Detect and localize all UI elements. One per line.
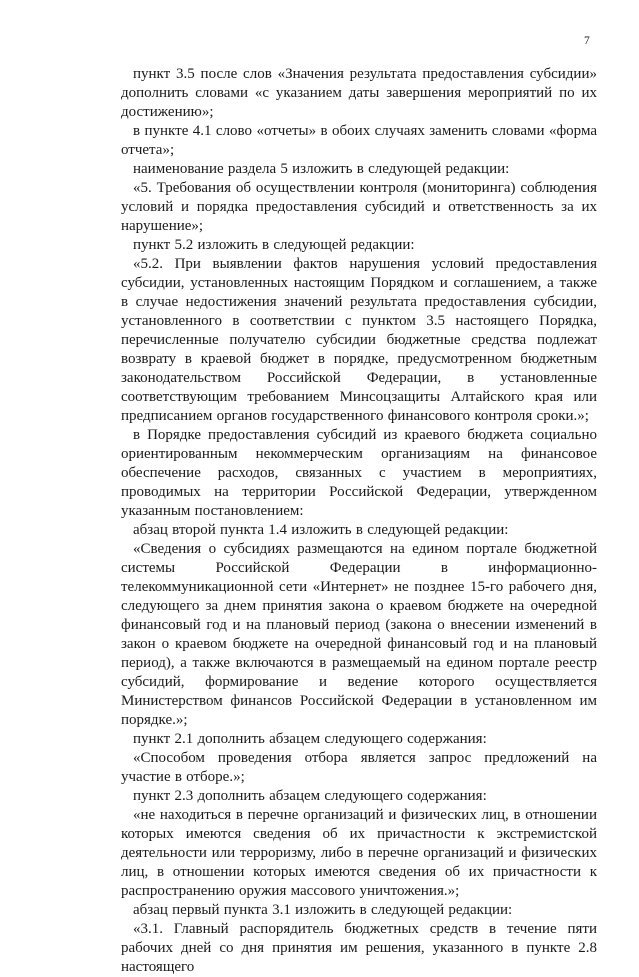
document-body [121,65,597,977]
page-number: 7 [584,35,590,47]
paragraph: «5. Требования об осуществлении контроля (мониторинга) соблюдения условий и порядка предоставления субсидий и ответственность за их нарушение»; [121,180,597,234]
paragraph: «Способом проведения отбора является запрос предложений на участие в отборе.»; [121,750,597,785]
paragraph: «3.1. Главный распорядитель бюджетных средств в течение пяти рабочих дней со дня принятия им решения, указанного в пункте 2.8 настоящего [121,921,597,975]
paragraph: пункт 2.1 дополнить абзацем следующего содержания: [133,731,487,747]
paragraph: в Порядке предоставления субсидий из краевого бюджета социально ориентированным некоммерческим организациям на финансовое обеспечение расходов, связанных с участием в мероприятиях, проводимых на территории Российской Федерации, утвержденном указанным постановлением: [121,427,597,519]
paragraph: пункт 2.3 дополнить абзацем следующего содержания: [133,788,487,804]
paragraph: абзац первый пункта 3.1 изложить в следующей редакции: [133,902,513,918]
paragraph: «Сведения о субсидиях размещаются на едином портале бюджетной системы Российской Федерации в информационно-телекоммуникационной сети «Интернет» не позднее 15-го рабочего дня, следующего за днем принятия закона о краевом бюджете на очередной финансовый год и на плановый период (закона о внесении изменений в закон о краевом бюджете на очередной финансовый год и на плановый период), а также включаются в размещаемый на едином портале реестр субсидий, формирование и ведение которого осуществляется Министерством финансов Российской Федерации в установленном им порядке.»; [121,541,597,728]
paragraph: «не находиться в перечне организаций и физических лиц, в отношении которых имеются сведения об их причастности к экстремистской деятельности или терроризму, либо в перечне организаций и физических лиц, в отношении которых имеются сведения об их причастности к распространению оружия массового уничтожения.»; [121,807,597,899]
paragraph: пункт 5.2 изложить в следующей редакции: [133,237,415,253]
paragraph: в пункте 4.1 слово «отчеты» в обоих случаях заменить словами «форма отчета»; [121,123,597,158]
paragraph: пункт 3.5 после слов «Значения результата предоставления субсидии» дополнить словами «с указанием даты завершения мероприятий по их достижению»; [121,66,597,120]
paragraph: абзац второй пункта 1.4 изложить в следующей редакции: [133,522,509,538]
paragraph: «5.2. При выявлении фактов нарушения условий предоставления субсидии, установленных настоящим Порядком и соглашением, а также в случае недостижения значений результата предоставления субсидии, установленного в соответствии с пунктом 3.5 настоящего Порядка, перечисленные получателю субсидии бюджетные средства подлежат возврату в краевой бюджет в порядке, предусмотренном бюджетным законодательством Российской Федерации, в установленные соответствующим требованием Минсоцзащиты Алтайского края или предписанием органов государственного финансового контроля сроки.»; [121,256,597,424]
paragraph: наименование раздела 5 изложить в следующей редакции: [133,161,510,177]
